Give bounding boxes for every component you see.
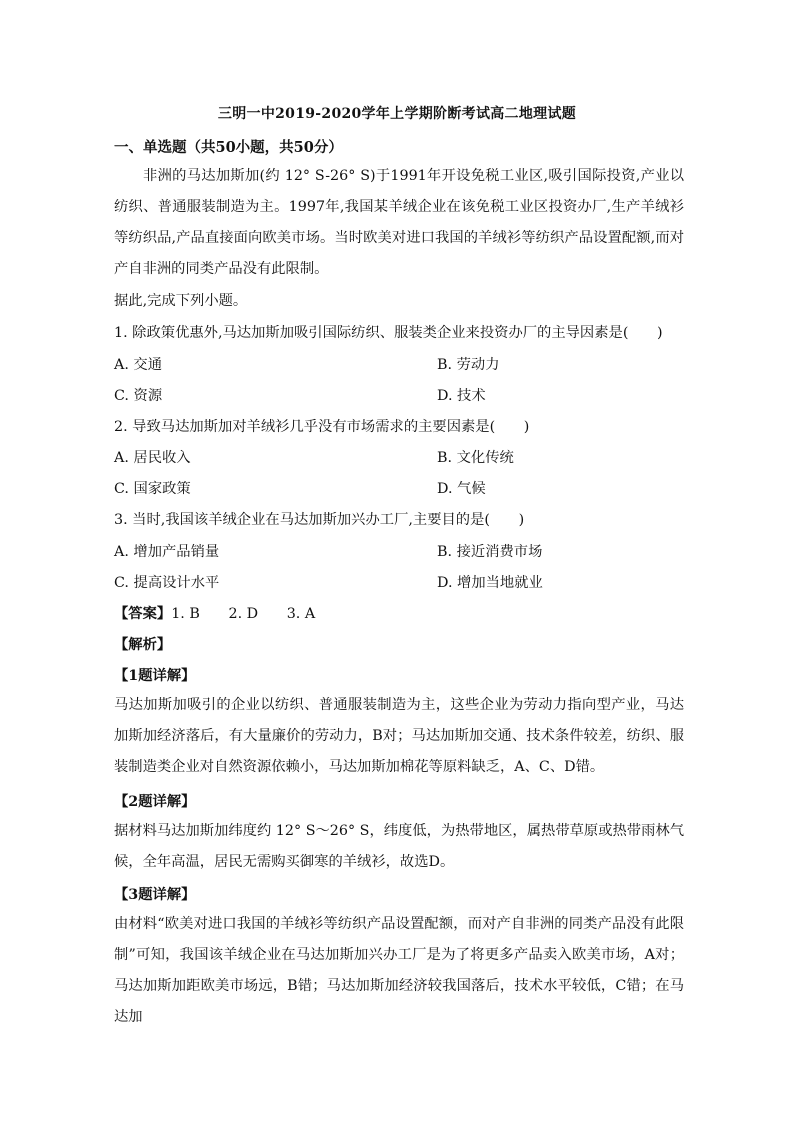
question-1-stem: 1. 除政策优惠外,马达加斯加吸引国际纺织、服装类企业来投资办厂的主导因素是( ) — [114, 325, 663, 341]
answer-values: 1. B 2. D 3. A — [171, 606, 316, 622]
detail-1-label: 【1题详解】 — [114, 668, 196, 684]
question-2-option-b: B. 文化传统 — [437, 450, 514, 466]
question-3-option-d: D. 增加当地就业 — [437, 575, 543, 591]
answer-line — [114, 603, 315, 623]
question-1-option-a: A. 交通 — [114, 357, 163, 373]
question-1-option-b: B. 劳动力 — [437, 357, 500, 373]
question-3-stem: 3. 当时,我国该羊绒企业在马达加斯加兴办工厂,主要目的是( ) — [114, 512, 525, 528]
question-2-option-a: A. 居民收入 — [114, 450, 191, 466]
detail-2-label: 【2题详解】 — [114, 794, 196, 810]
analysis-label: 【解析】 — [114, 637, 172, 653]
question-1-option-c: C. 资源 — [114, 388, 163, 404]
question-3-option-c: C. 提高设计水平 — [114, 575, 220, 591]
prompt-text: 据此,完成下列小题。 — [114, 293, 248, 309]
detail-3-text: 由材料“欧美对进口我国的羊绒衫等纺织产品设置配额，而对产自非洲的同类产品没有此限制”可知，我国该羊绒企业在马达加斯加兴办工厂是为了将更多产品卖入欧美市场，A对；马达加斯加距欧美市场远，B错；马达加斯加经济较我国落后，技术水平较低，C错；在马达加 — [114, 916, 684, 1025]
detail-3-label: 【3题详解】 — [114, 887, 196, 903]
detail-2-text: 据材料马达加斯加纬度约 12° S～26° S，纬度低，为热带地区，属热带草原或热带雨林气候，全年高温，居民无需购买御寒的羊绒衫，故选D。 — [114, 823, 684, 870]
answer-label: 【答案】 — [114, 606, 172, 622]
section-heading: 一、单选题（共50小题，共50分） — [114, 139, 343, 156]
material-paragraph: 非洲的马达加斯加(约 12° S-26° S)于1991年开设免税工业区,吸引国际投资,产业以纺织、普通服装制造为主。1997年,我国某羊绒企业在该免税工业区投资办厂,生产羊绒衫等纺织品,产品直接面向欧美市场。当时欧美对进口我国的羊绒衫等纺织产品设置配额,而对产自非洲的同类产品没有此限制。 — [114, 168, 684, 277]
document-title: 三明一中2019-2020学年上学期阶断考试高二地理试题 — [217, 106, 577, 122]
detail-1-text: 马达加斯加吸引的企业以纺织、普通服装制造为主，这些企业为劳动力指向型产业，马达加斯加经济落后，有大量廉价的劳动力，B对；马达加斯加交通、技术条件较差，纺织、服装制造类企业对自然资源依赖小，马达加斯加棉花等原料缺乏，A、C、D错。 — [114, 697, 684, 775]
question-2-option-c: C. 国家政策 — [114, 481, 191, 497]
question-2-option-d: D. 气候 — [437, 481, 486, 497]
question-1-option-d: D. 技术 — [437, 388, 486, 404]
question-3-option-b: B. 接近消费市场 — [437, 544, 543, 560]
question-2-stem: 2. 导致马达加斯加对羊绒衫几乎没有市场需求的主要因素是( ) — [114, 419, 530, 435]
question-3-option-a: A. 增加产品销量 — [114, 544, 220, 560]
